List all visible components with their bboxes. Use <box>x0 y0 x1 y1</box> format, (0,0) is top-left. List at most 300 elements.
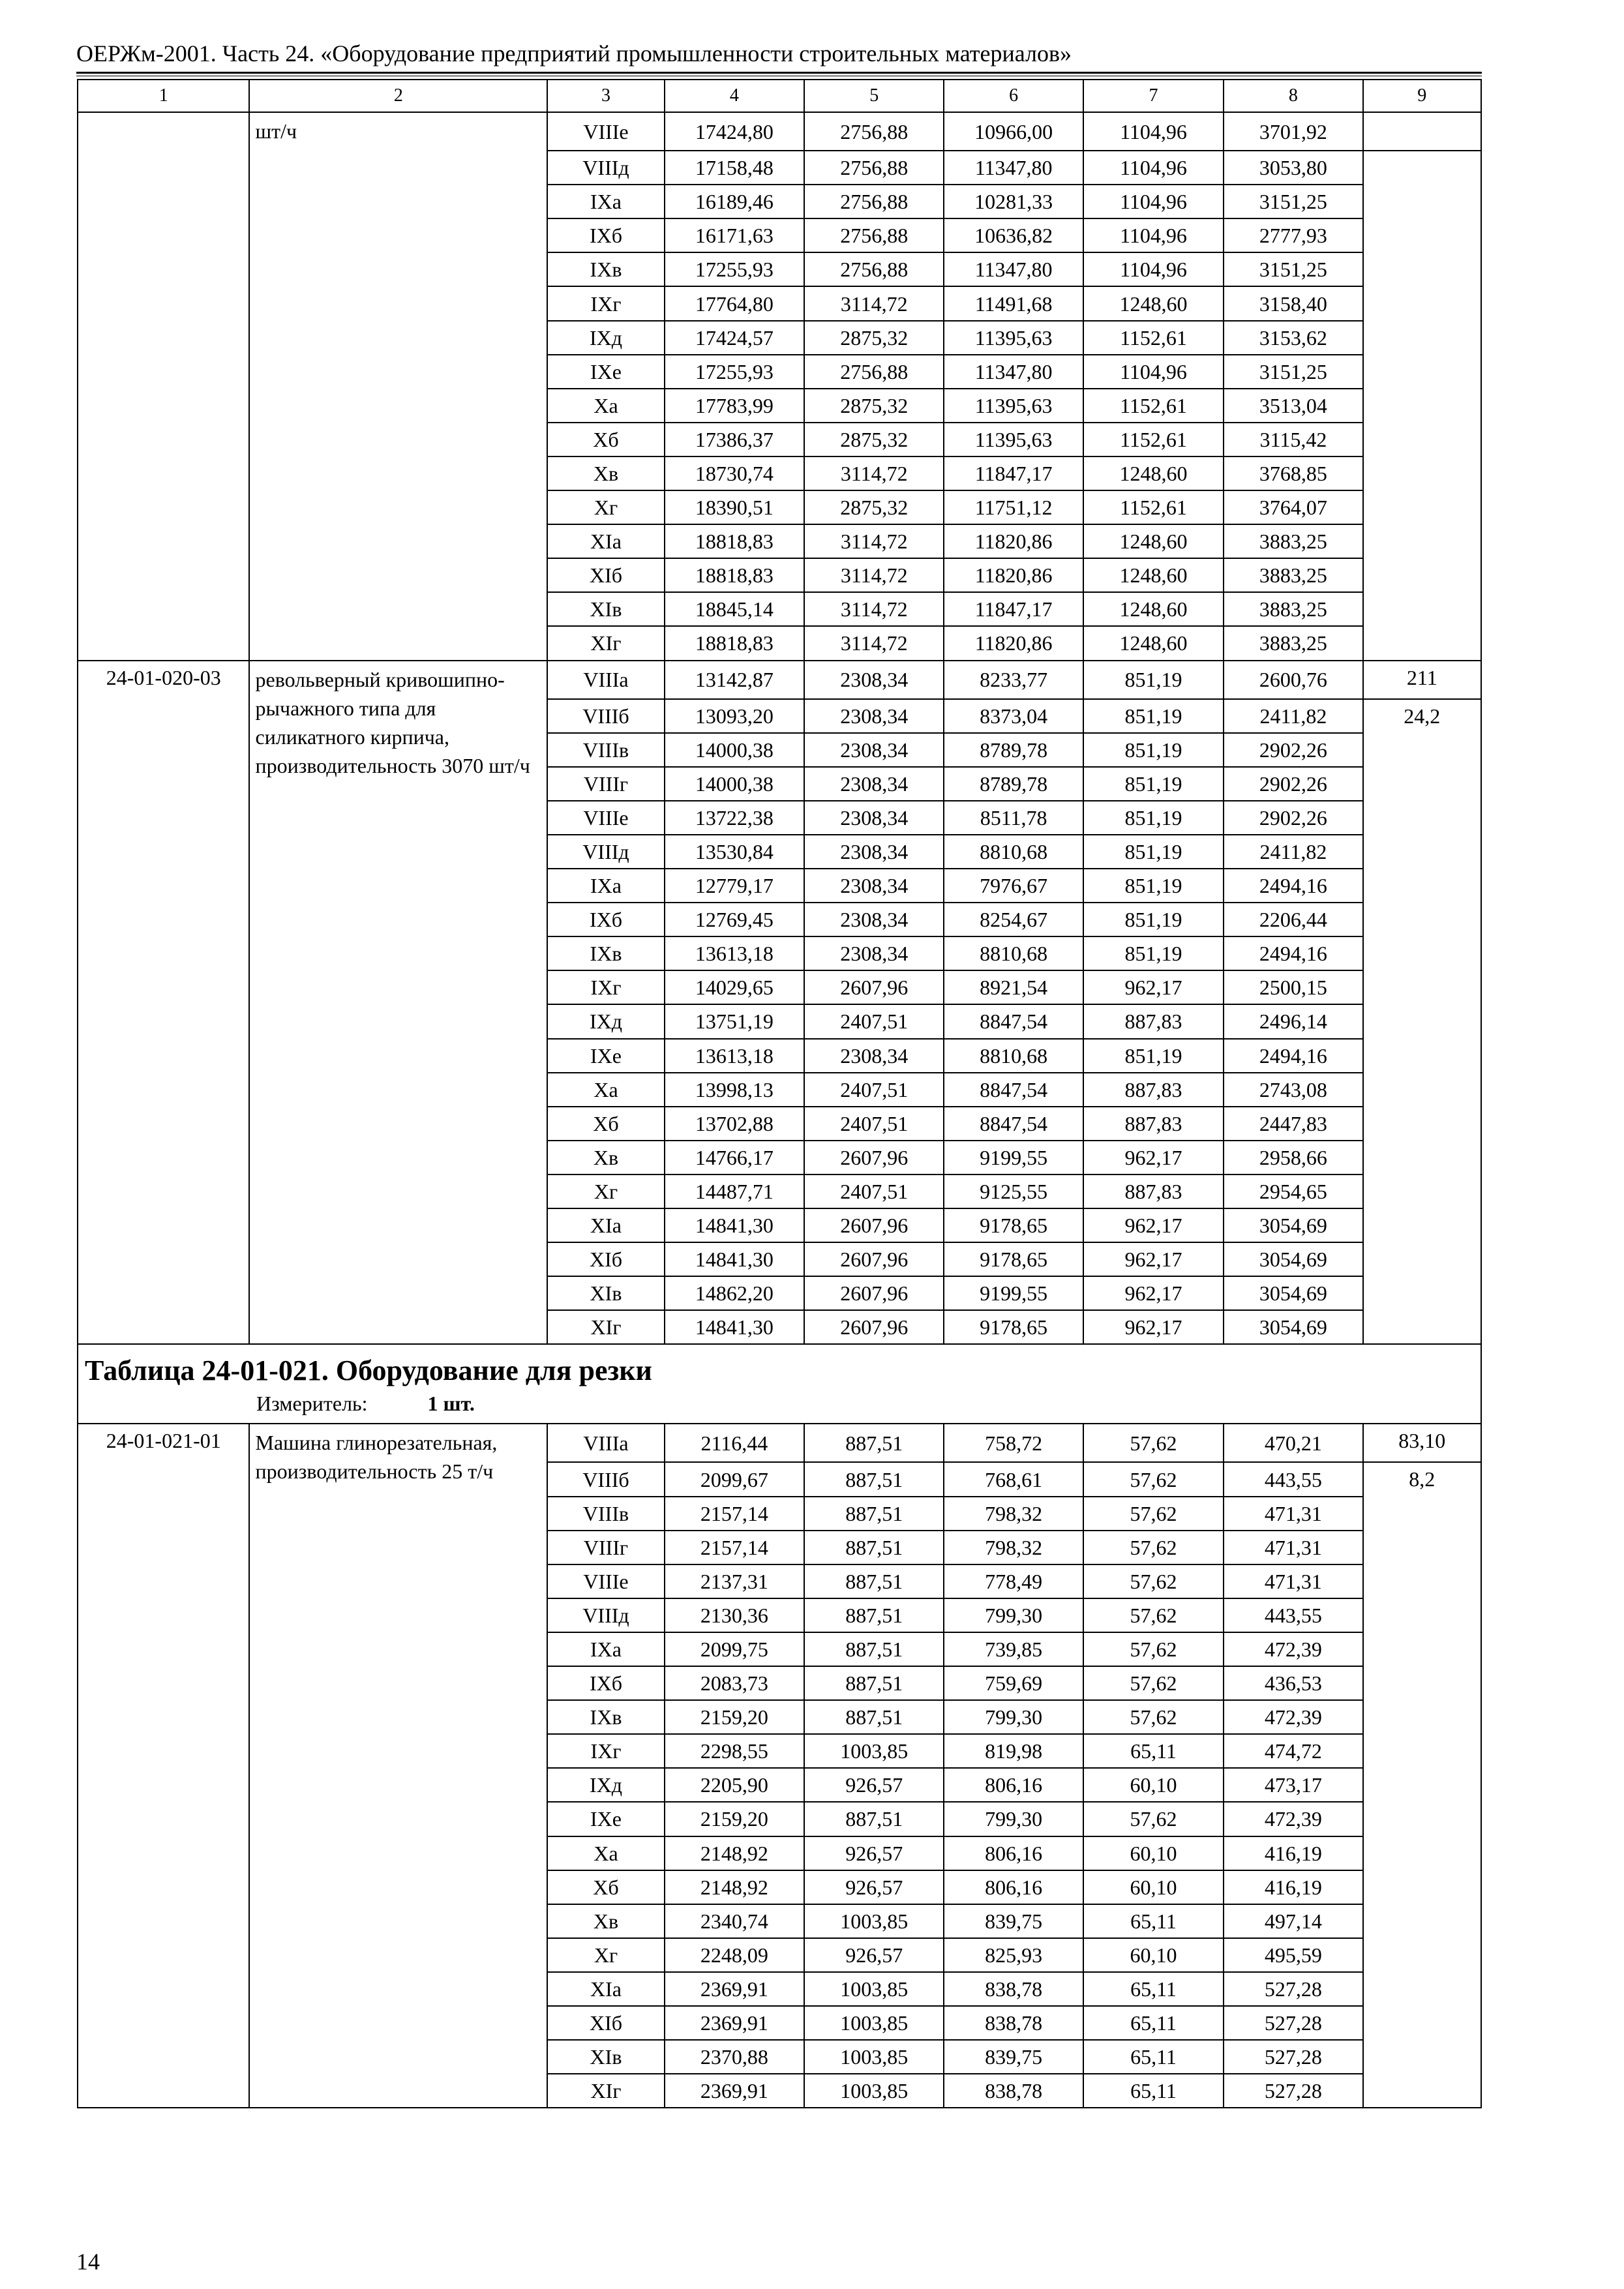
value-cell: 839,75 <box>944 2040 1083 2074</box>
value-cell: 3053,80 <box>1224 151 1362 185</box>
value-cell: 18730,74 <box>665 456 804 490</box>
value-cell: 806,16 <box>944 1836 1083 1870</box>
section-title: Таблица 24-01-021. Оборудование для резки <box>85 1354 652 1387</box>
value-cell: 1248,60 <box>1083 286 1224 320</box>
value-cell: 57,62 <box>1083 1598 1224 1632</box>
value-cell: 926,57 <box>804 1836 944 1870</box>
value-cell: 887,51 <box>804 1700 944 1734</box>
value-cell: 527,28 <box>1224 2040 1362 2074</box>
value-cell: 2308,34 <box>804 699 944 733</box>
value-cell: 887,51 <box>804 1632 944 1666</box>
value-cell: 851,19 <box>1083 1039 1224 1073</box>
value-cell: 3054,69 <box>1224 1276 1362 1310</box>
value-cell: 495,59 <box>1224 1938 1362 1972</box>
region-code-cell: IXв <box>547 936 664 970</box>
region-code-cell: IXа <box>547 185 664 218</box>
value-cell: 11491,68 <box>944 286 1083 320</box>
value-cell: 2148,92 <box>665 1836 804 1870</box>
value-cell: 2407,51 <box>804 1174 944 1208</box>
page-number: 14 <box>76 2249 100 2275</box>
value-cell: 8921,54 <box>944 970 1083 1004</box>
column-number: 2 <box>249 80 547 112</box>
value-cell: 2411,82 <box>1224 835 1362 869</box>
region-code-cell: IXв <box>547 252 664 286</box>
value-cell: 17158,48 <box>665 151 804 185</box>
value-cell: 472,39 <box>1224 1802 1362 1836</box>
value-cell: 11847,17 <box>944 592 1083 626</box>
value-cell: 2756,88 <box>804 355 944 389</box>
value-cell: 10966,00 <box>944 112 1083 151</box>
value-cell: 2902,26 <box>1224 801 1362 835</box>
value-cell: 1248,60 <box>1083 558 1224 592</box>
value-cell: 65,11 <box>1083 1904 1224 1938</box>
value-cell: 1104,96 <box>1083 218 1224 252</box>
region-code-cell: VIIIг <box>547 767 664 801</box>
item-description: Машина глинорезательная, производительность 25 т/ч <box>249 1424 547 2108</box>
value-cell: 2447,83 <box>1224 1107 1362 1141</box>
value-cell: 1003,85 <box>804 2074 944 2108</box>
region-code-cell: XIб <box>547 2006 664 2040</box>
extra-value-cell: 83,10 <box>1363 1424 1481 1462</box>
region-code-cell: VIIIе <box>547 1564 664 1598</box>
value-cell: 8254,67 <box>944 903 1083 936</box>
value-cell: 2137,31 <box>665 1564 804 1598</box>
region-code-cell: VIIIб <box>547 1462 664 1496</box>
region-code-cell: VIIIд <box>547 1598 664 1632</box>
value-cell: 8810,68 <box>944 936 1083 970</box>
extra-value-cell: 211 <box>1363 661 1481 699</box>
item-code: 24-01-020-03 <box>78 661 249 1345</box>
value-cell: 16189,46 <box>665 185 804 218</box>
value-cell: 60,10 <box>1083 1870 1224 1904</box>
value-cell: 3114,72 <box>804 524 944 558</box>
value-cell: 2607,96 <box>804 970 944 1004</box>
region-code-cell: IXа <box>547 869 664 903</box>
value-cell: 851,19 <box>1083 869 1224 903</box>
value-cell: 2369,91 <box>665 1972 804 2006</box>
value-cell: 11347,80 <box>944 151 1083 185</box>
region-code-cell: IXб <box>547 218 664 252</box>
value-cell: 65,11 <box>1083 2006 1224 2040</box>
region-code-cell: VIIIв <box>547 733 664 767</box>
value-cell: 10636,82 <box>944 218 1083 252</box>
value-cell: 851,19 <box>1083 767 1224 801</box>
value-cell: 768,61 <box>944 1462 1083 1496</box>
region-code-cell: XIв <box>547 592 664 626</box>
value-cell: 3054,69 <box>1224 1242 1362 1276</box>
value-cell: 57,62 <box>1083 1802 1224 1836</box>
value-cell: 2607,96 <box>804 1208 944 1242</box>
value-cell: 887,51 <box>804 1666 944 1700</box>
value-cell: 1003,85 <box>804 1904 944 1938</box>
region-code-cell: IXг <box>547 286 664 320</box>
value-cell: 758,72 <box>944 1424 1083 1462</box>
value-cell: 887,51 <box>804 1598 944 1632</box>
column-number: 4 <box>665 80 804 112</box>
value-cell: 8847,54 <box>944 1107 1083 1141</box>
region-code-cell: VIIIе <box>547 112 664 151</box>
measure-label: Измеритель: <box>256 1392 368 1416</box>
value-cell: 11820,86 <box>944 626 1083 660</box>
value-cell: 527,28 <box>1224 2006 1362 2040</box>
page-header: ОЕРЖм-2001. Часть 24. «Оборудование предприятий промышленности строительных материалов» <box>76 40 1072 67</box>
value-cell: 14841,30 <box>665 1310 804 1344</box>
value-cell: 2607,96 <box>804 1310 944 1344</box>
value-cell: 18845,14 <box>665 592 804 626</box>
value-cell: 2099,67 <box>665 1462 804 1496</box>
value-cell: 2902,26 <box>1224 733 1362 767</box>
table-row <box>78 1424 1481 1462</box>
value-cell: 3114,72 <box>804 626 944 660</box>
value-cell: 443,55 <box>1224 1598 1362 1632</box>
extra-value-cell: 8,2 <box>1363 1462 1481 2108</box>
value-cell: 11395,63 <box>944 389 1083 423</box>
value-cell: 2308,34 <box>804 733 944 767</box>
value-cell: 2756,88 <box>804 151 944 185</box>
value-cell: 13093,20 <box>665 699 804 733</box>
value-cell: 11847,17 <box>944 456 1083 490</box>
value-cell: 65,11 <box>1083 2040 1224 2074</box>
region-code-cell: IXб <box>547 1666 664 1700</box>
value-cell: 471,31 <box>1224 1531 1362 1564</box>
region-code-cell: XIа <box>547 1208 664 1242</box>
value-cell: 887,83 <box>1083 1073 1224 1107</box>
region-code-cell: Xб <box>547 423 664 456</box>
value-cell: 839,75 <box>944 1904 1083 1938</box>
value-cell: 9178,65 <box>944 1208 1083 1242</box>
column-number: 7 <box>1083 80 1224 112</box>
value-cell: 1152,61 <box>1083 321 1224 355</box>
value-cell: 2500,15 <box>1224 970 1362 1004</box>
value-cell: 2148,92 <box>665 1870 804 1904</box>
value-cell: 416,19 <box>1224 1836 1362 1870</box>
value-cell: 1003,85 <box>804 2040 944 2074</box>
value-cell: 759,69 <box>944 1666 1083 1700</box>
value-cell: 14862,20 <box>665 1276 804 1310</box>
value-cell: 13751,19 <box>665 1004 804 1038</box>
value-cell: 2157,14 <box>665 1497 804 1531</box>
value-cell: 851,19 <box>1083 661 1224 699</box>
region-code-cell: VIIIг <box>547 1531 664 1564</box>
value-cell: 3883,25 <box>1224 626 1362 660</box>
region-code-cell: XIа <box>547 1972 664 2006</box>
value-cell: 1248,60 <box>1083 592 1224 626</box>
table-row <box>78 112 1481 151</box>
value-cell: 16171,63 <box>665 218 804 252</box>
value-cell: 443,55 <box>1224 1462 1362 1496</box>
rates-table <box>77 79 1482 2108</box>
region-code-cell: XIа <box>547 524 664 558</box>
value-cell: 3153,62 <box>1224 321 1362 355</box>
value-cell: 14841,30 <box>665 1242 804 1276</box>
region-code-cell: IXе <box>547 1039 664 1073</box>
item-description: револьверный кривошипно-рычажного типа для силикатного кирпича, производительность 3070 шт/ч <box>249 661 547 1345</box>
value-cell: 2496,14 <box>1224 1004 1362 1038</box>
value-cell: 2411,82 <box>1224 699 1362 733</box>
value-cell: 57,62 <box>1083 1666 1224 1700</box>
value-cell: 1248,60 <box>1083 456 1224 490</box>
region-code-cell: IXе <box>547 1802 664 1836</box>
value-cell: 887,51 <box>804 1564 944 1598</box>
column-number: 5 <box>804 80 944 112</box>
value-cell: 11395,63 <box>944 321 1083 355</box>
value-cell: 2248,09 <box>665 1938 804 1972</box>
header-rule <box>76 72 1482 74</box>
value-cell: 14841,30 <box>665 1208 804 1242</box>
value-cell: 17783,99 <box>665 389 804 423</box>
value-cell: 13530,84 <box>665 835 804 869</box>
value-cell: 8233,77 <box>944 661 1083 699</box>
value-cell: 8847,54 <box>944 1073 1083 1107</box>
value-cell: 60,10 <box>1083 1938 1224 1972</box>
value-cell: 887,51 <box>804 1424 944 1462</box>
value-cell: 2205,90 <box>665 1768 804 1802</box>
region-code-cell: Xа <box>547 1836 664 1870</box>
value-cell: 2407,51 <box>804 1004 944 1038</box>
region-code-cell: IXг <box>547 970 664 1004</box>
region-code-cell: VIIIд <box>547 835 664 869</box>
value-cell: 2600,76 <box>1224 661 1362 699</box>
value-cell: 2308,34 <box>804 936 944 970</box>
extra-value-cell <box>1363 112 1481 151</box>
value-cell: 14000,38 <box>665 767 804 801</box>
value-cell: 962,17 <box>1083 970 1224 1004</box>
value-cell: 3054,69 <box>1224 1310 1362 1344</box>
value-cell: 1104,96 <box>1083 151 1224 185</box>
value-cell: 851,19 <box>1083 699 1224 733</box>
value-cell: 887,51 <box>804 1531 944 1564</box>
value-cell: 8373,04 <box>944 699 1083 733</box>
region-code-cell: XIг <box>547 626 664 660</box>
value-cell: 65,11 <box>1083 2074 1224 2108</box>
value-cell: 3151,25 <box>1224 355 1362 389</box>
value-cell: 14766,17 <box>665 1141 804 1174</box>
value-cell: 14000,38 <box>665 733 804 767</box>
value-cell: 926,57 <box>804 1870 944 1904</box>
value-cell: 18818,83 <box>665 524 804 558</box>
value-cell: 11751,12 <box>944 490 1083 524</box>
value-cell: 2308,34 <box>804 1039 944 1073</box>
value-cell: 527,28 <box>1224 2074 1362 2108</box>
value-cell: 1152,61 <box>1083 423 1224 456</box>
value-cell: 838,78 <box>944 2006 1083 2040</box>
value-cell: 806,16 <box>944 1870 1083 1904</box>
extra-value-cell <box>1363 151 1481 660</box>
region-code-cell: Xб <box>547 1107 664 1141</box>
value-cell: 2308,34 <box>804 801 944 835</box>
region-code-cell: Xа <box>547 389 664 423</box>
value-cell: 2099,75 <box>665 1632 804 1666</box>
value-cell: 57,62 <box>1083 1531 1224 1564</box>
value-cell: 8789,78 <box>944 767 1083 801</box>
value-cell: 2494,16 <box>1224 936 1362 970</box>
value-cell: 2157,14 <box>665 1531 804 1564</box>
value-cell: 8511,78 <box>944 801 1083 835</box>
value-cell: 799,30 <box>944 1598 1083 1632</box>
section-header <box>78 1344 1481 1424</box>
value-cell: 416,19 <box>1224 1870 1362 1904</box>
value-cell: 11347,80 <box>944 355 1083 389</box>
region-code-cell: IXд <box>547 321 664 355</box>
value-cell: 778,49 <box>944 1564 1083 1598</box>
region-code-cell: XIб <box>547 558 664 592</box>
value-cell: 2777,93 <box>1224 218 1362 252</box>
value-cell: 2308,34 <box>804 835 944 869</box>
column-number: 3 <box>547 80 664 112</box>
value-cell: 57,62 <box>1083 1632 1224 1666</box>
value-cell: 13702,88 <box>665 1107 804 1141</box>
column-number-row <box>78 80 1481 112</box>
value-cell: 2902,26 <box>1224 767 1362 801</box>
value-cell: 11395,63 <box>944 423 1083 456</box>
value-cell: 962,17 <box>1083 1242 1224 1276</box>
item-code: 24-01-021-01 <box>78 1424 249 2108</box>
value-cell: 8847,54 <box>944 1004 1083 1038</box>
value-cell: 3158,40 <box>1224 286 1362 320</box>
value-cell: 2308,34 <box>804 903 944 936</box>
value-cell: 2756,88 <box>804 252 944 286</box>
value-cell: 2083,73 <box>665 1666 804 1700</box>
value-cell: 2958,66 <box>1224 1141 1362 1174</box>
region-code-cell: VIIIб <box>547 699 664 733</box>
value-cell: 3114,72 <box>804 286 944 320</box>
value-cell: 57,62 <box>1083 1564 1224 1598</box>
value-cell: 2159,20 <box>665 1700 804 1734</box>
region-code-cell: VIIIа <box>547 661 664 699</box>
value-cell: 11820,86 <box>944 558 1083 592</box>
value-cell: 13142,87 <box>665 661 804 699</box>
value-cell: 17764,80 <box>665 286 804 320</box>
value-cell: 806,16 <box>944 1768 1083 1802</box>
value-cell: 8789,78 <box>944 733 1083 767</box>
region-code-cell: IXд <box>547 1004 664 1038</box>
value-cell: 65,11 <box>1083 1972 1224 2006</box>
value-cell: 12779,17 <box>665 869 804 903</box>
value-cell: 962,17 <box>1083 1276 1224 1310</box>
value-cell: 2756,88 <box>804 218 944 252</box>
value-cell: 838,78 <box>944 1972 1083 2006</box>
column-number: 9 <box>1363 80 1481 112</box>
value-cell: 739,85 <box>944 1632 1083 1666</box>
value-cell: 2875,32 <box>804 423 944 456</box>
region-code-cell: IXд <box>547 1768 664 1802</box>
value-cell: 3701,92 <box>1224 112 1362 151</box>
value-cell: 9178,65 <box>944 1242 1083 1276</box>
value-cell: 8810,68 <box>944 1039 1083 1073</box>
value-cell: 472,39 <box>1224 1632 1362 1666</box>
value-cell: 57,62 <box>1083 1424 1224 1462</box>
value-cell: 962,17 <box>1083 1310 1224 1344</box>
value-cell: 851,19 <box>1083 903 1224 936</box>
value-cell: 1104,96 <box>1083 355 1224 389</box>
value-cell: 2875,32 <box>804 490 944 524</box>
value-cell: 60,10 <box>1083 1836 1224 1870</box>
value-cell: 2494,16 <box>1224 1039 1362 1073</box>
region-code-cell: Xв <box>547 1141 664 1174</box>
value-cell: 3114,72 <box>804 456 944 490</box>
value-cell: 57,62 <box>1083 1497 1224 1531</box>
region-code-cell: IXе <box>547 355 664 389</box>
region-code-cell: XIг <box>547 2074 664 2108</box>
region-code-cell: VIIIе <box>547 801 664 835</box>
value-cell: 2607,96 <box>804 1141 944 1174</box>
value-cell: 18818,83 <box>665 626 804 660</box>
value-cell: 2308,34 <box>804 661 944 699</box>
value-cell: 962,17 <box>1083 1141 1224 1174</box>
region-code-cell: Xг <box>547 490 664 524</box>
value-cell: 887,83 <box>1083 1004 1224 1038</box>
value-cell: 3513,04 <box>1224 389 1362 423</box>
value-cell: 851,19 <box>1083 835 1224 869</box>
value-cell: 17424,57 <box>665 321 804 355</box>
value-cell: 527,28 <box>1224 1972 1362 2006</box>
value-cell: 13722,38 <box>665 801 804 835</box>
value-cell: 65,11 <box>1083 1734 1224 1768</box>
value-cell: 2494,16 <box>1224 869 1362 903</box>
region-code-cell: IXв <box>547 1700 664 1734</box>
column-number: 6 <box>944 80 1083 112</box>
value-cell: 1248,60 <box>1083 626 1224 660</box>
value-cell: 3764,07 <box>1224 490 1362 524</box>
value-cell: 3883,25 <box>1224 592 1362 626</box>
value-cell: 18818,83 <box>665 558 804 592</box>
value-cell: 887,51 <box>804 1462 944 1496</box>
value-cell: 11820,86 <box>944 524 1083 558</box>
value-cell: 2875,32 <box>804 321 944 355</box>
table-row <box>78 661 1481 699</box>
value-cell: 471,31 <box>1224 1564 1362 1598</box>
value-cell: 17255,93 <box>665 355 804 389</box>
value-cell: 13998,13 <box>665 1073 804 1107</box>
item-code <box>78 112 249 661</box>
value-cell: 9199,55 <box>944 1276 1083 1310</box>
value-cell: 12769,45 <box>665 903 804 936</box>
value-cell: 13613,18 <box>665 1039 804 1073</box>
value-cell: 60,10 <box>1083 1768 1224 1802</box>
value-cell: 962,17 <box>1083 1208 1224 1242</box>
value-cell: 3114,72 <box>804 592 944 626</box>
value-cell: 1003,85 <box>804 1972 944 2006</box>
value-cell: 1104,96 <box>1083 185 1224 218</box>
value-cell: 2407,51 <box>804 1107 944 1141</box>
value-cell: 3114,72 <box>804 558 944 592</box>
value-cell: 2130,36 <box>665 1598 804 1632</box>
value-cell: 2340,74 <box>665 1904 804 1938</box>
region-code-cell: VIIIд <box>547 151 664 185</box>
value-cell: 472,39 <box>1224 1700 1362 1734</box>
value-cell: 17386,37 <box>665 423 804 456</box>
value-cell: 851,19 <box>1083 733 1224 767</box>
value-cell: 798,32 <box>944 1531 1083 1564</box>
region-code-cell: XIв <box>547 1276 664 1310</box>
column-number: 1 <box>78 80 249 112</box>
region-code-cell: Xб <box>547 1870 664 1904</box>
region-code-cell: IXг <box>547 1734 664 1768</box>
value-cell: 3883,25 <box>1224 558 1362 592</box>
value-cell: 3151,25 <box>1224 252 1362 286</box>
extra-value-cell: 24,2 <box>1363 699 1481 1345</box>
region-code-cell: Xв <box>547 456 664 490</box>
value-cell: 2607,96 <box>804 1242 944 1276</box>
value-cell: 851,19 <box>1083 936 1224 970</box>
value-cell: 798,32 <box>944 1497 1083 1531</box>
value-cell: 3151,25 <box>1224 185 1362 218</box>
value-cell: 1248,60 <box>1083 524 1224 558</box>
value-cell: 9178,65 <box>944 1310 1083 1344</box>
region-code-cell: XIг <box>547 1310 664 1344</box>
value-cell: 1152,61 <box>1083 389 1224 423</box>
value-cell: 2369,91 <box>665 2006 804 2040</box>
